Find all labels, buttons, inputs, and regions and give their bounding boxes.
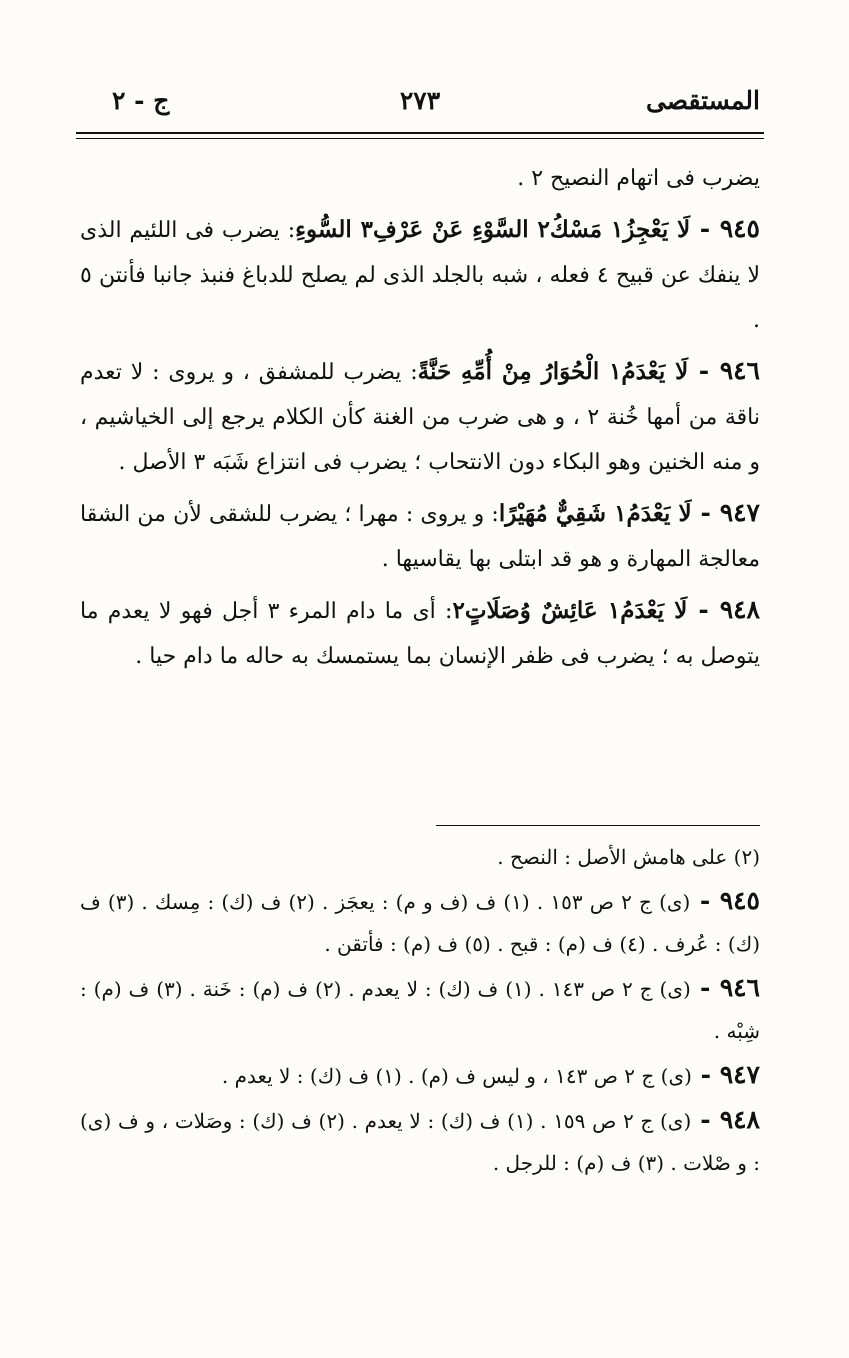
entry-number: ٩٤٦ - (688, 356, 760, 385)
entry-text: : يضرب فى اللئيم الذى لا ينفك عن قبيح ٤ فعله ، شبه بالجلد الذى لم يصلح للدباغ فنبذ جانبا فأنتن ٥ . (80, 218, 761, 333)
footnote-number: ٩٤٦ - (690, 973, 760, 1002)
header-rule-thin (76, 138, 764, 139)
footnotes (80, 836, 760, 1186)
entry-number: ٩٤٨ - (687, 595, 760, 624)
entry-continuation (80, 156, 760, 201)
footnote-rule (436, 825, 760, 826)
proverb-phrase: لَا يَعْدَمُ١ عَائِشٌ وُصَلَاتٍ٢ (452, 597, 688, 624)
page-header (80, 86, 760, 126)
footnote-text: (٢) على هامش الأصل : النصح . (497, 845, 760, 869)
entry-number: ٩٤٥ - (690, 214, 760, 243)
footnote-text: (ى) ج ٢ ص ١٤٣ ، و ليس ف (م) . (١) ف (ك) : لا يعدم . (221, 1064, 692, 1088)
footnote-item (80, 967, 760, 1052)
main-text (80, 156, 760, 684)
entry-945 (80, 206, 760, 343)
footnote-item (80, 880, 760, 965)
footnote-item (80, 836, 760, 878)
book-title: المستقصى (645, 86, 760, 115)
footnote-text: (ى) ج ٢ ص ١٥٣ . (١) ف (ف و م) : يعجَز . (٢) ف (ك) : مِسك . (٣) ف (ك) : عُرف . (٤) ف (م) : قبح . (٥) ف (م) : فأتقن . (80, 890, 760, 956)
header-rule-thick (76, 132, 764, 134)
footnote-number: ٩٤٧ - (691, 1060, 760, 1089)
entry-number: ٩٤٧ - (691, 498, 760, 527)
footnote-number: ٩٤٨ - (691, 1105, 760, 1134)
footnote-item (80, 1099, 760, 1184)
page-number: ٢٧٣ (399, 86, 441, 115)
proverb-phrase: لَا يَعْدَمُ١ الْحُوَارُ مِنْ أُمِّهِ حَنَّةً (417, 358, 689, 385)
entry-text: : يضرب للمشفق ، و يروى : لا تعدم ناقة من أمها خُنة ٢ ، و هى ضرب من الغنة كأن الكلام يرجع إلى الخياشيم ، و منه الخنين وهو البكاء دون الانتحاب ؛ يضرب فى انتزاع شَبَه ٣ الأصل . (80, 360, 760, 475)
footnote-text: (ى) ج ٢ ص ١٤٣ . (١) ف (ك) : لا يعدم . (٢) ف (م) : خَنة . (٣) ف (م) : شِبْه . (80, 977, 760, 1043)
entry-text: : أى ما دام المرء ٣ أجل فهو لا يعدم ما يتوصل به ؛ يضرب فى ظفر الإنسان بما يستمسك به حاله ما دام حيا . (80, 599, 760, 669)
entry-948 (80, 587, 760, 679)
proverb-phrase: لَا يَعْدَمُ١ شَقِيٌّ مُهَيْرًا (498, 500, 692, 527)
entry-text: : و يروى : مهرا ؛ يضرب للشقى لأن من الشقا معالجة المهارة و هو قد ابتلى بها يقاسيها . (80, 502, 760, 572)
entry-text: يضرب فى اتهام النصيح ٢ . (517, 166, 760, 191)
entry-946 (80, 348, 760, 485)
footnote-number: ٩٤٥ - (690, 886, 760, 915)
entry-947 (80, 490, 760, 582)
footnote-text: (ى) ج ٢ ص ١٥٩ . (١) ف (ك) : لا يعدم . (٢) ف (ك) : وصَلات ، و ف (ى) : و صْلات . (٣) ف (م) : للرجل . (80, 1109, 760, 1175)
proverb-phrase: لَا يَعْجِزُ١ مَسْكُ٢ السَّوْءِ عَنْ عَرْفِ٣ السُّوءِ (295, 216, 691, 243)
footnote-item (80, 1054, 760, 1097)
volume-label: ج - ٢ (112, 86, 170, 115)
